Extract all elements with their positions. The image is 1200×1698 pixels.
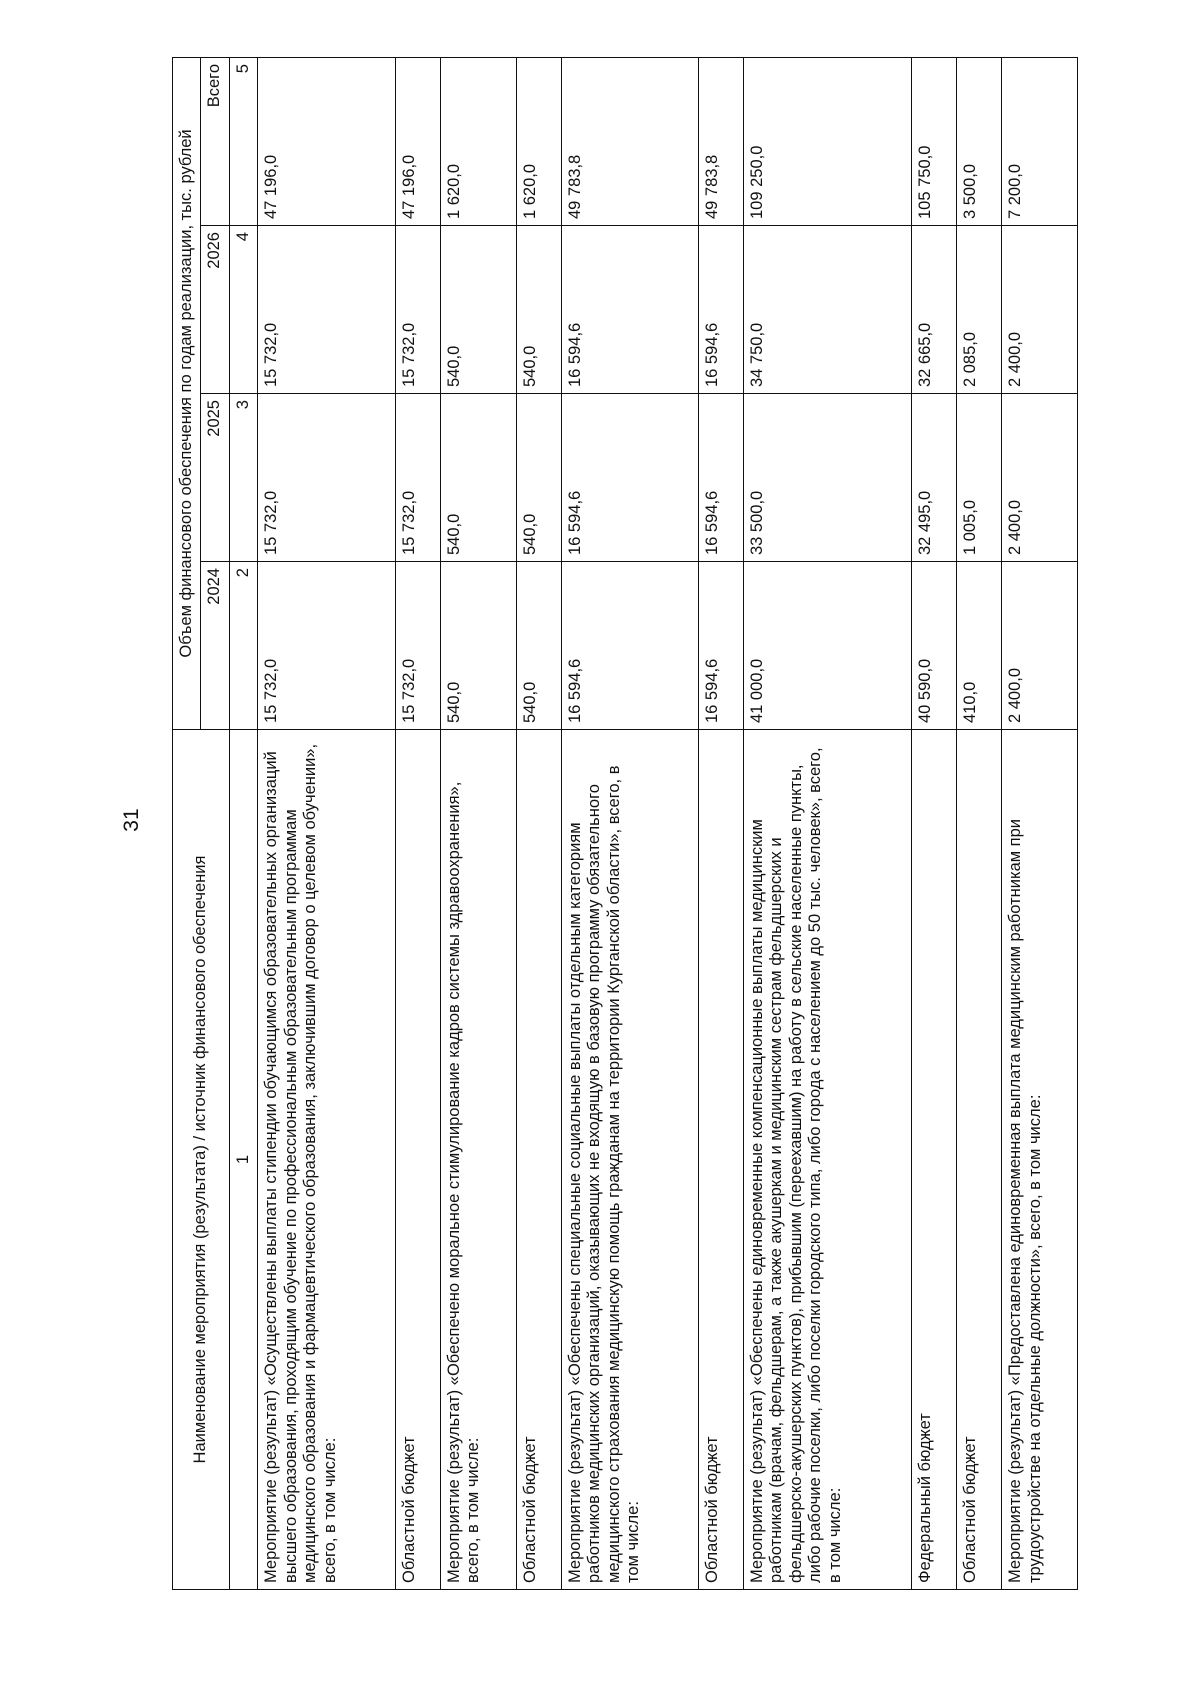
table-row (561, 58, 698, 1590)
table-row (743, 58, 911, 1590)
value-2026: 2 085,0 (957, 226, 1002, 394)
header-total: Всего (201, 58, 229, 226)
row-name: Федеральный бюджет (912, 730, 957, 1590)
value-2025: 16 594,6 (698, 394, 743, 562)
value-total: 7 200,0 (1002, 58, 1078, 226)
value-2024: 15 732,0 (258, 562, 395, 730)
value-2026: 16 594,6 (561, 226, 698, 394)
value-2026: 540,0 (516, 226, 561, 394)
row-name: Мероприятие (результат) «Обеспечены единовременные компенсационные выплаты медицинским работникам (врачам, фельдшерам, а также акушеркам и медицинским сестрам фельдшерских и фельдшерско-акушерских пунктов), прибывшим (переехавшим) на работу в сельские населенные пункты, либо рабочие поселки, либо поселки городского типа, либо города с населением до 50 тыс. человек», всего, в том числе: (743, 730, 911, 1590)
value-2025: 15 732,0 (395, 394, 440, 562)
value-2025: 1 005,0 (957, 394, 1002, 562)
header-year-2025: 2025 (201, 394, 229, 562)
value-total: 1 620,0 (440, 58, 516, 226)
value-total: 109 250,0 (743, 58, 911, 226)
value-2024: 40 590,0 (912, 562, 957, 730)
row-name: Мероприятие (результат) «Предоставлена единовременная выплата медицинским работникам при трудоустройстве на отдельные должности», всего, в том числе: (1002, 730, 1078, 1590)
value-2026: 16 594,6 (698, 226, 743, 394)
table-row (698, 58, 743, 1590)
value-2025: 16 594,6 (561, 394, 698, 562)
table-row (516, 58, 561, 1590)
value-2024: 16 594,6 (698, 562, 743, 730)
value-2024: 540,0 (440, 562, 516, 730)
table-row (957, 58, 1002, 1590)
value-total: 1 620,0 (516, 58, 561, 226)
page-number: 31 (120, 808, 143, 832)
header-funding-group: Объем финансового обеспечения по годам реализации, тыс. рублей (173, 58, 201, 730)
value-2024: 16 594,6 (561, 562, 698, 730)
header-year-2024: 2024 (201, 562, 229, 730)
value-2024: 410,0 (957, 562, 1002, 730)
value-2026: 15 732,0 (395, 226, 440, 394)
header-row-1 (173, 58, 201, 1590)
column-number-2: 2 (229, 562, 257, 730)
funding-table (172, 57, 1078, 1590)
row-name: Областной бюджет (395, 730, 440, 1590)
row-name: Мероприятие (результат) «Обеспечено моральное стимулирование кадров системы здравоохранения», всего, в том числе: (440, 730, 516, 1590)
value-2025: 2 400,0 (1002, 394, 1078, 562)
table-row (258, 58, 395, 1590)
value-total: 3 500,0 (957, 58, 1002, 226)
value-total: 49 783,8 (698, 58, 743, 226)
value-2025: 540,0 (516, 394, 561, 562)
value-2024: 2 400,0 (1002, 562, 1078, 730)
row-name: Областной бюджет (698, 730, 743, 1590)
table-row (440, 58, 516, 1590)
value-2025: 32 495,0 (912, 394, 957, 562)
row-name: Мероприятие (результат) «Осуществлены выплаты стипендии обучающимся образовательных организаций высшего образования, проходящим обучение по профессиональным образовательным программам медицинского образования и фармацевтического образования, заключившим договор о целевом обучении», всего, в том числе: (258, 730, 395, 1590)
row-name: Областной бюджет (516, 730, 561, 1590)
column-number-3: 3 (229, 394, 257, 562)
value-2026: 15 732,0 (258, 226, 395, 394)
column-number-1: 1 (229, 730, 257, 1590)
value-total: 47 196,0 (258, 58, 395, 226)
column-number-5: 5 (229, 58, 257, 226)
table-row (1002, 58, 1078, 1590)
row-name: Мероприятие (результат) «Обеспечены специальные социальные выплаты отдельным категориям работников медицинских организаций, оказывающих не входящую в базовую программу обязательного медицинского страхования медицинскую помощь гражданам на территории Курганской области», всего, в том числе: (561, 730, 698, 1590)
column-number-4: 4 (229, 226, 257, 394)
value-total: 105 750,0 (912, 58, 957, 226)
header-name-column: Наименование мероприятия (результата) / источник финансового обеспечения (173, 730, 230, 1590)
table-row (395, 58, 440, 1590)
value-2025: 15 732,0 (258, 394, 395, 562)
header-row-numbers (229, 58, 257, 1590)
value-2026: 540,0 (440, 226, 516, 394)
row-name: Областной бюджет (957, 730, 1002, 1590)
value-2024: 540,0 (516, 562, 561, 730)
value-2026: 2 400,0 (1002, 226, 1078, 394)
rotated-table-wrapper (172, 58, 1078, 1590)
value-2026: 32 665,0 (912, 226, 957, 394)
header-year-2026: 2026 (201, 226, 229, 394)
value-2025: 540,0 (440, 394, 516, 562)
value-total: 49 783,8 (561, 58, 698, 226)
value-2025: 33 500,0 (743, 394, 911, 562)
value-2026: 34 750,0 (743, 226, 911, 394)
value-2024: 41 000,0 (743, 562, 911, 730)
table-row (912, 58, 957, 1590)
value-2024: 15 732,0 (395, 562, 440, 730)
value-total: 47 196,0 (395, 58, 440, 226)
